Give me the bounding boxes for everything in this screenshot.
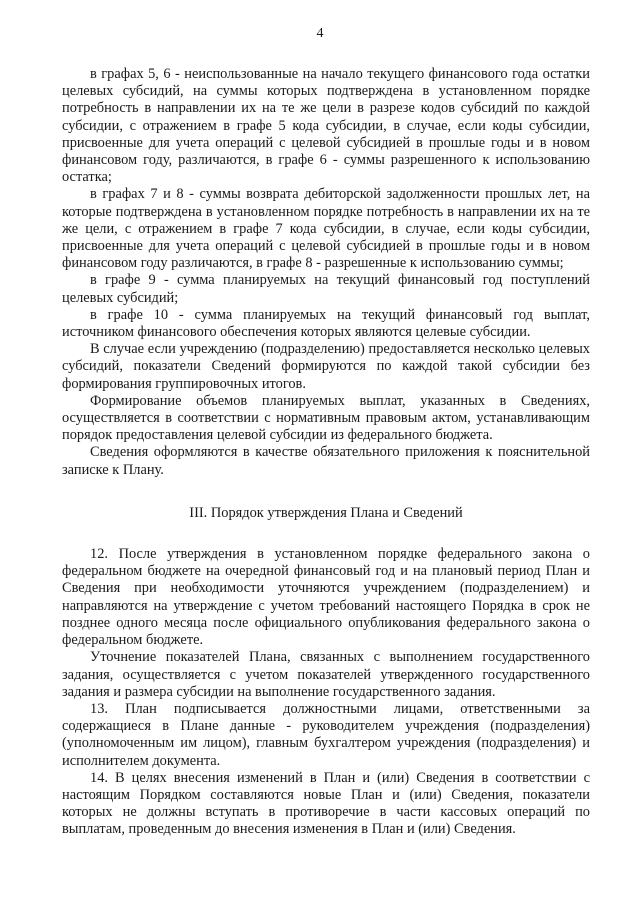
paragraph-planned-payments: Формирование объемов планируемых выплат, указанных в Сведениях, осуществляется в соответствии с нормативным правовым актом, устанавливающим порядок предоставления целевой субсидии из федерального бюджета. — [62, 392, 590, 444]
paragraph-state-assignment: Уточнение показателей Плана, связанных с выполнением государственного задания, осуществляется с учетом показателей утвержденного государственного задания и размера субсидии на выполнение государственного задания. — [62, 649, 590, 700]
document-body — [62, 66, 590, 839]
paragraph-multiple-subsidies: В случае если учреждению (подразделению) предоставляется несколько целевых субсидий, показатели Сведений формируются по каждой такой субсидии без формирования группировочных итогов. — [62, 341, 590, 392]
paragraph-columns-7-8: в графах 7 и 8 - суммы возврата дебиторской задолженности прошлых лет, на которые подтверждена в установленном порядке потребность в направлении их на те же цели, с отражением в графе 7 кода субсидии, в случае, если коды субсидии, присвоенные для учета операций с целевой субсидией в прошлые годы и в новом финансовом году различаются, в графе 8 - разрешенные к использованию суммы; — [62, 186, 590, 272]
section-heading: III. Порядок утверждения Плана и Сведений — [189, 504, 463, 521]
paragraph-column-9: в графе 9 - сумма планируемых на текущий финансовый год поступлений целевых субсидий; — [62, 272, 590, 306]
paragraph-12: 12. После утверждения в установленном порядке федерального закона о федеральном бюджете на очередной финансовый год и на плановый период План и Сведения при необходимости уточняются учреждением (подразделением) и направляются на утверждение с учетом требований настоящего Порядка в срок не позднее одного месяца после официального опубликования федерального закона о федеральном бюджете. — [62, 546, 590, 649]
paragraph-13: 13. План подписывается должностными лицами, ответственными за содержащиеся в Плане данные - руководителем учреждения (подразделения) (уполномоченным им лицом), главным бухгалтером учреждения (подразделения) и исполнителем документа. — [62, 700, 590, 769]
page-number: 4 — [316, 26, 324, 41]
paragraph-columns-5-6: в графах 5, 6 - неиспользованные на начало текущего финансового года остатки целевых субсидий, на суммы которых подтверждена в установленном порядке потребность в направлении их на те же цели в разрезе кодов субсидий по каждой субсидии, с отражением в графе 5 кода субсидии, в случае, если коды субсидии, присвоенные для учета операций с целевой субсидией в прошлые годы и в новом финансовом году, различаются, в графе 6 - суммы разрешенного к использованию остатка; — [62, 66, 590, 186]
paragraph-column-10: в графе 10 - сумма планируемых на текущий финансовый год выплат, источником финансового обеспечения которых являются целевые субсидии. — [62, 306, 590, 341]
paragraph-appendix: Сведения оформляются в качестве обязательного приложения к пояснительной записке к Плану. — [62, 444, 590, 478]
paragraph-14: 14. В целях внесения изменений в План и (или) Сведения в соответствии с настоящим Порядком составляются новые План и (или) Сведения, показатели которых не должны вступать в противоречие в части кассовых операций по выплатам, проведенным до внесения изменения в План и (или) Сведения. — [62, 769, 590, 838]
